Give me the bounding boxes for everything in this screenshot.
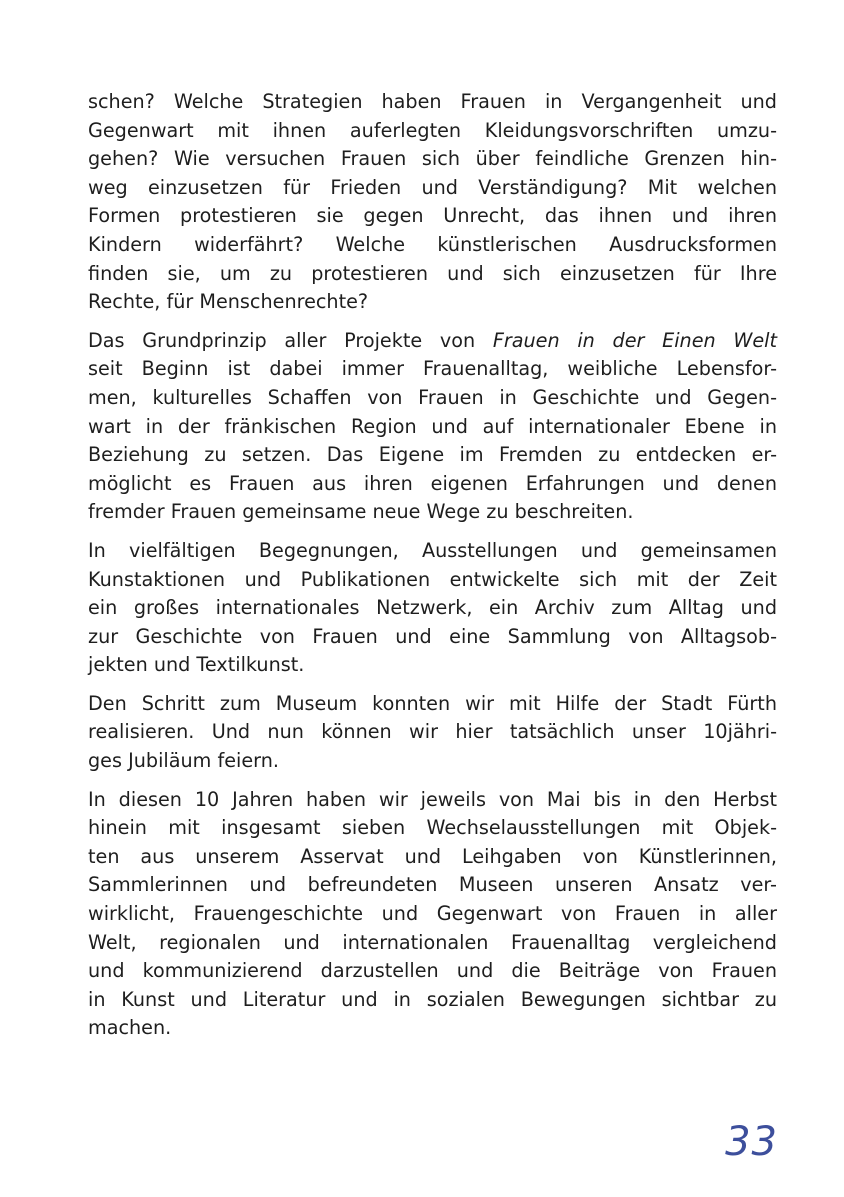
text-line: ein großes internationales Netzwerk, ein Archiv zum Alltag und (88, 596, 777, 620)
text-line: Gegenwart mit ihnen auferlegten Kleidungsvorschriften umzu- (88, 118, 777, 142)
text-line: Formen protestieren sie gegen Unrecht, das ihnen und ihren (88, 204, 777, 228)
text-line: ges Jubiläum feiern. (88, 749, 279, 773)
project-name: Frauen in der Einen Welt (492, 328, 777, 352)
text-line: machen. (88, 1016, 172, 1040)
text-line: zur Geschichte von Frauen und eine Sammlung von Alltagsob- (88, 624, 777, 648)
text-line: Sammlerinnen und befreundeten Museen unseren Ansatz ver- (88, 873, 777, 897)
page-number: 33 (725, 1119, 778, 1165)
text-line: weg einzusetzen für Frieden und Verständigung? Mit welchen (88, 175, 777, 199)
text-line: und kommunizierend darzustellen und die Beiträge von Frauen (88, 959, 777, 983)
text-line: gehen? Wie versuchen Frauen sich über feindliche Grenzen hin- (88, 147, 777, 171)
text-line: In diesen 10 Jahren haben wir jeweils von Mai bis in den Herbst (88, 787, 777, 811)
body-text (88, 88, 777, 1053)
text-line: schen? Welche Strategien haben Frauen in Vergangenheit und (88, 90, 777, 113)
paragraph-1 (88, 88, 777, 317)
text-line: Kindern widerfährt? Welche künstlerischen Ausdrucksformen (88, 232, 777, 256)
text-line: jekten und Textilkunst. (88, 653, 305, 677)
paragraph-5 (88, 786, 777, 1043)
text-line: in Kunst und Literatur und in sozialen Bewegungen sichtbar zu (88, 987, 777, 1011)
text-line: wart in der fränkischen Region und auf internationaler Ebene in (88, 414, 777, 438)
text-line: Rechte, für Menschenrechte? (88, 290, 369, 314)
text-line: hinein mit insgesamt sieben Wechselausstellungen mit Objek- (88, 816, 777, 840)
text-line: seit Beginn ist dabei immer Frauenalltag, weibliche Lebensfor- (88, 357, 777, 381)
text-line: In vielfältigen Begegnungen, Ausstellungen und gemeinsamen (88, 538, 777, 562)
text-line: fremder Frauen gemeinsame neue Wege zu beschreiten. (88, 500, 634, 524)
text-line: Den Schritt zum Museum konnten wir mit Hilfe der Stadt Fürth (88, 691, 777, 715)
text-line: möglicht es Frauen aus ihren eigenen Erfahrungen und denen (88, 471, 777, 495)
text-line: Welt, regionalen und internationalen Frauenalltag vergleichend (88, 930, 777, 954)
paragraph-3 (88, 537, 777, 680)
paragraph-2 (88, 327, 777, 527)
text-line: wirklicht, Frauengeschichte und Gegenwart von Frauen in aller (88, 902, 777, 926)
paragraph-4 (88, 690, 777, 776)
text-line: men, kulturelles Schaffen von Frauen in Geschichte und Gegen- (88, 385, 777, 409)
text-line: ten aus unserem Asservat und Leihgaben von Künstlerinnen, (88, 844, 777, 868)
text-line: realisieren. Und nun können wir hier tatsächlich unser 10jähri- (88, 720, 777, 744)
text-line (88, 327, 777, 356)
text-line: Kunstaktionen und Publikationen entwickelte sich mit der Zeit (88, 567, 777, 591)
text-fragment: Das Grundprinzip aller Projekte von (88, 328, 493, 352)
text-line: finden sie, um zu protestieren und sich einzusetzen für Ihre (88, 261, 777, 285)
text-line: Beziehung zu setzen. Das Eigene im Fremden zu entdecken er- (88, 443, 777, 467)
